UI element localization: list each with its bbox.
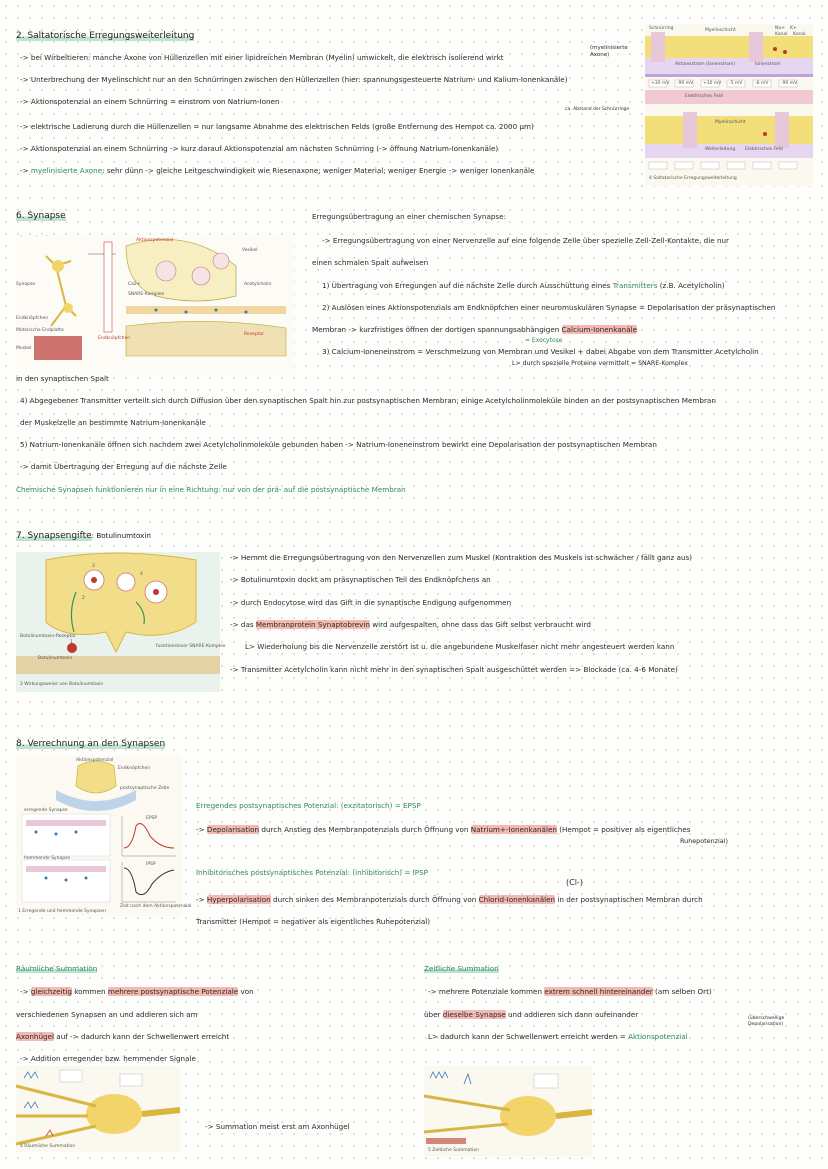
s6-right-title: Erregungsübertragung an einer chemischen Synapse: — [312, 212, 507, 221]
fig-label: Synapse — [16, 282, 36, 287]
fig-label: Aktionspotenzial — [76, 758, 114, 763]
fig-label: Acetylcholin — [244, 282, 272, 287]
fig-label: Elektrisches Feld — [685, 94, 723, 99]
s6-r3: 1) Übertragung von Erregungen auf die nächste Zelle durch Ausschüttung eines Transmitters (z.B. Acetylcholin) — [322, 281, 725, 290]
s2-line-4-note: ca. Abstand der Schnürringe — [565, 107, 630, 112]
s6-b5: -> damit Übertragung der Erregung auf die nächste Zelle — [20, 462, 227, 471]
fig-label: Kanal — [775, 32, 788, 37]
ipsp-line-2: Transmitter (Hempot = negativer als eigentliches Ruhepotenzial) — [196, 917, 431, 926]
s2-line-3: -> Aktionspotenzial an einem Schnürring = einstrom von Natrium-Ionen — [20, 97, 280, 106]
section-6-title: 6. Synapse — [16, 211, 66, 221]
fig-label: Endknöpfchen — [118, 766, 151, 771]
spatial-title: Räumliche Summation — [16, 964, 98, 973]
fig-label: Kanal — [793, 32, 806, 37]
fig-label: Rezeptor — [244, 332, 265, 337]
fig-label: Na+ — [775, 26, 785, 31]
spatial-l2: verschiedenen Synapsen an und addieren sich am — [16, 1010, 198, 1019]
s2-line-1-note: (myelinisierte Axone) — [590, 45, 628, 58]
fig-value: +30 mV — [651, 81, 670, 86]
s6-r2: einen schmalen Spalt aufweisen — [312, 258, 429, 267]
s2-line-6: -> myelinisierte Axone: sehr dünn -> gleiche Leitgeschwindigkeit wie Riesenaxone; weniger Material; weniger Energie -> weniger Ionenkanäle — [20, 166, 535, 175]
s2-line-2: -> Unterbrechung der Myelinschicht nur an den Schnürringen zwischen den Hüllenzellen (hier: spannungsgesteuerte Natrium- und Kalium-Ionenkanäle) — [20, 75, 568, 84]
epsp-title: Erregendes postsynaptisches Potenzial: (exzitatorisch) = EPSP — [196, 801, 421, 810]
spatial-note: -> Summation meist erst am Axonhügel — [205, 1122, 350, 1131]
spatial-l1: -> gleichzeitig kommen mehrere postsynaptische Potenziale von — [20, 987, 254, 996]
fig-label: Botulinumtoxin — [38, 656, 73, 661]
s2-line-4: -> elektrische Ladierung durch die Hüllenzellen = nur langsame Abnahme des elektrischen Felds (große Entfernung des Hempot ca. 2000 µm) — [20, 122, 534, 131]
fig-label: Schnürring — [649, 26, 674, 31]
temporal-summation-figure — [424, 1066, 592, 1156]
fig-label: SNARE-Komplex — [128, 292, 165, 297]
epsp-line-end: Ruhepotenzial) — [680, 837, 728, 845]
fig-label: 2 — [82, 596, 85, 601]
synapse-integration-figure — [16, 756, 192, 916]
fig-label: Endknöpfchen — [16, 316, 49, 321]
temporal-l1: -> mehrere Potenziale kommen extrem schnell hintereinander (am selben Ort) — [428, 987, 712, 996]
fig-label: funktionsloser SNARE-Komplex — [156, 644, 226, 649]
temporal-l2: über dieselbe Synapse und addieren sich dann aufeinander — [424, 1010, 639, 1019]
fig-caption: 1 Erregende und hemmende Synapsen — [18, 909, 106, 914]
fig-label: 1 — [70, 640, 73, 645]
s2-line-1: -> bei Wirbeltieren: manche Axone von Hüllenzellen mit einer lipidreichen Membran (Myelin) umwickelt, die elektrisch isolierend wirkt — [20, 53, 504, 62]
ipsp-line: -> Hyperpolarisation durch sinken des Membranpotenzials durch Öffnung von Chlorid-Ionenkanälen in der postsynaptischen Membran durch — [196, 895, 703, 904]
fig-caption: 5 Zeitliche Summation — [428, 1148, 480, 1153]
s6-r4: 2) Auslösen eines Aktionspotenzials am Endknöpfchen einer neuromuskulären Synapse = Depolarisation der präsynaptischen — [322, 303, 776, 312]
fig-label: Aktionsstrom (Ionenstrom) — [675, 62, 736, 67]
fig-label: Weiterleitung — [705, 147, 736, 152]
fig-value: -90 mV — [677, 81, 694, 86]
fig-label: Endknöpfchen — [98, 336, 131, 341]
saltatory-conduction-figure — [645, 24, 813, 186]
spatial-summation-figure — [16, 1066, 180, 1152]
fig-caption: 4 Räumliche Summation — [20, 1144, 76, 1149]
fig-label: Ionenstrom — [755, 62, 781, 67]
fig-label: Vesikel — [242, 248, 258, 253]
s6-b1: in den synaptischen Spalt — [16, 374, 109, 383]
fig-label: Myelinschicht — [705, 28, 736, 33]
temporal-title: Zeitliche Summation — [424, 964, 499, 973]
s6-r6: 3) Calcium-Ioneneinstrom = Verschmelzung von Membran und Vesikel + dabei Abgabe von dem Transmitter Acetylcholin — [322, 347, 759, 356]
s7-l3: -> durch Endocytose wird das Gift in die synaptische Endigung aufgenommen — [230, 598, 512, 607]
spatial-l4: -> Addition erregender bzw. hemmender Signale — [20, 1054, 196, 1063]
fig-value: +30 mV — [703, 81, 722, 86]
fig-label: Aktionspotenzial — [136, 238, 174, 243]
fig-label: hemmende Synapse — [24, 856, 71, 861]
fig-label: Motorische Endplatte — [16, 328, 64, 333]
fig-label: Zeit nach dem Aktionspotenzial — [120, 904, 192, 909]
s7-l6: -> Transmitter Acetylcholin kann nicht mehr in den synaptischen Spalt ausgeschüttet werden => Blockade (ca. 4-6 Monate) — [230, 665, 678, 674]
spatial-l3: Axonhügel auf -> dadurch kann der Schwellenwert erreicht — [16, 1032, 230, 1041]
fig-label: Botulinumtoxin-Rezeptor — [20, 634, 76, 639]
s6-r1: -> Erregungsübertragung von einer Nervenzelle auf eine folgende Zelle über spezielle Zell-Zell-Kontakte, die nur — [322, 236, 730, 245]
section-7-title: 7. Synapsengifte: Botulinumtoxin — [16, 531, 151, 541]
botulinum-figure — [16, 552, 226, 692]
s6-r6-note: = Exocytose — [525, 337, 563, 344]
s7-l1: -> Hemmt die Erregungsübertragung von den Nervenzellen zum Muskel (Kontraktion des Muskels ist schwächer / fällt ganz aus) — [230, 553, 693, 562]
temporal-note: (überschwellige Depolarisation) — [748, 1016, 785, 1027]
fig-label: K+ — [790, 26, 797, 31]
fig-label: erregende Synapse — [24, 808, 68, 813]
epsp-line: -> Depolarisation durch Anstieg des Membranpotenzials durch Öffnung von Natrium+-Ionenkanälen (Hempot = positiver als eigentliches — [196, 825, 691, 834]
s6-r5: Membran -> kurzfristiges öffnen der dortigen spannungsabhängigen Calcium-Ionenkanäle — [312, 325, 638, 334]
ipsp-note: (Cl-) — [566, 878, 583, 887]
fig-caption: 4 Saltatorische Erregungsweiterleitung — [649, 176, 737, 181]
s6-r7: L> durch spezielle Proteine vermittelt = SNARE-Komplex — [512, 360, 688, 367]
fig-label: 3 — [92, 564, 95, 569]
s7-l5: L> Wiederholung bis die Nervenzelle zerstört ist u. die angebundene Muskelfaser nicht mehr angesteuert werden kann — [245, 642, 675, 651]
fig-label: Muskel — [16, 346, 32, 351]
section-8-title: 8. Verrechnung an den Synapsen — [16, 739, 166, 749]
temporal-l3: L> dadurch kann der Schwellenwert erreicht werden = Aktionspotenzial — [428, 1032, 688, 1041]
s6-b2: 4) Abgegebener Transmitter verteilt sich durch Diffusion über den synaptischen Spalt hin zur postsynaptischen Membran; einige Acetylcholinmoleküle binden an der postsynaptischen Membran — [20, 396, 716, 405]
s6-b4: 5) Natrium-Ionenkanäle öffnen sich nachdem zwei Acetylcholinmoleküle gebunden haben -> Natrium-Ioneneinstrom bewirkt eine Depolarisation der postsynaptischen Membran — [20, 440, 657, 449]
s2-line-5: -> Aktionspotenzial an einem Schnürring -> kurz darauf Aktionspotenzial am nächsten Schnürring (-> öffnung Natrium-Ionenkanäle) — [20, 144, 499, 153]
fig-value: -6 mV — [755, 81, 769, 86]
fig-label: IPSP — [146, 862, 156, 867]
fig-value: -5 mV — [729, 81, 743, 86]
section-2-title: 2. Saltatorische Erregungsweiterleitung — [16, 31, 195, 41]
fig-caption: 2 Wirkungsweise von Botulinumtoxin — [20, 682, 104, 687]
chemical-synapse-figure — [16, 236, 294, 370]
fig-label: EPSP — [146, 816, 158, 821]
fig-label: 4 — [140, 572, 143, 577]
s6-b3: der Muskelzelle an bestimmte Natrium-Ionenkanäle — [20, 418, 206, 427]
fig-label: Ca2+ — [128, 282, 141, 287]
s7-l4: -> das Membranprotein Synaptobrevin wird aufgespalten, ohne dass das Gift selbst verbraucht wird — [230, 620, 591, 629]
fig-label: Elektrisches Feld — [745, 147, 783, 152]
fig-value: -90 mV — [781, 81, 798, 86]
ipsp-title: Inhibitorisches postsynaptisches Potenzial: (inhibitorisch) = IPSP — [196, 868, 428, 877]
fig-label: Myelinschicht — [715, 120, 746, 125]
s7-l2: -> Botulinumtoxin dockt am präsynaptischen Teil des Endknöpfchens an — [230, 575, 491, 584]
s6-b6: Chemische Synapsen funktionieren nur in eine Richtung: nur von der prä- auf die postsynaptische Membran — [16, 485, 406, 494]
fig-label: postsynaptische Zelle — [120, 786, 170, 791]
